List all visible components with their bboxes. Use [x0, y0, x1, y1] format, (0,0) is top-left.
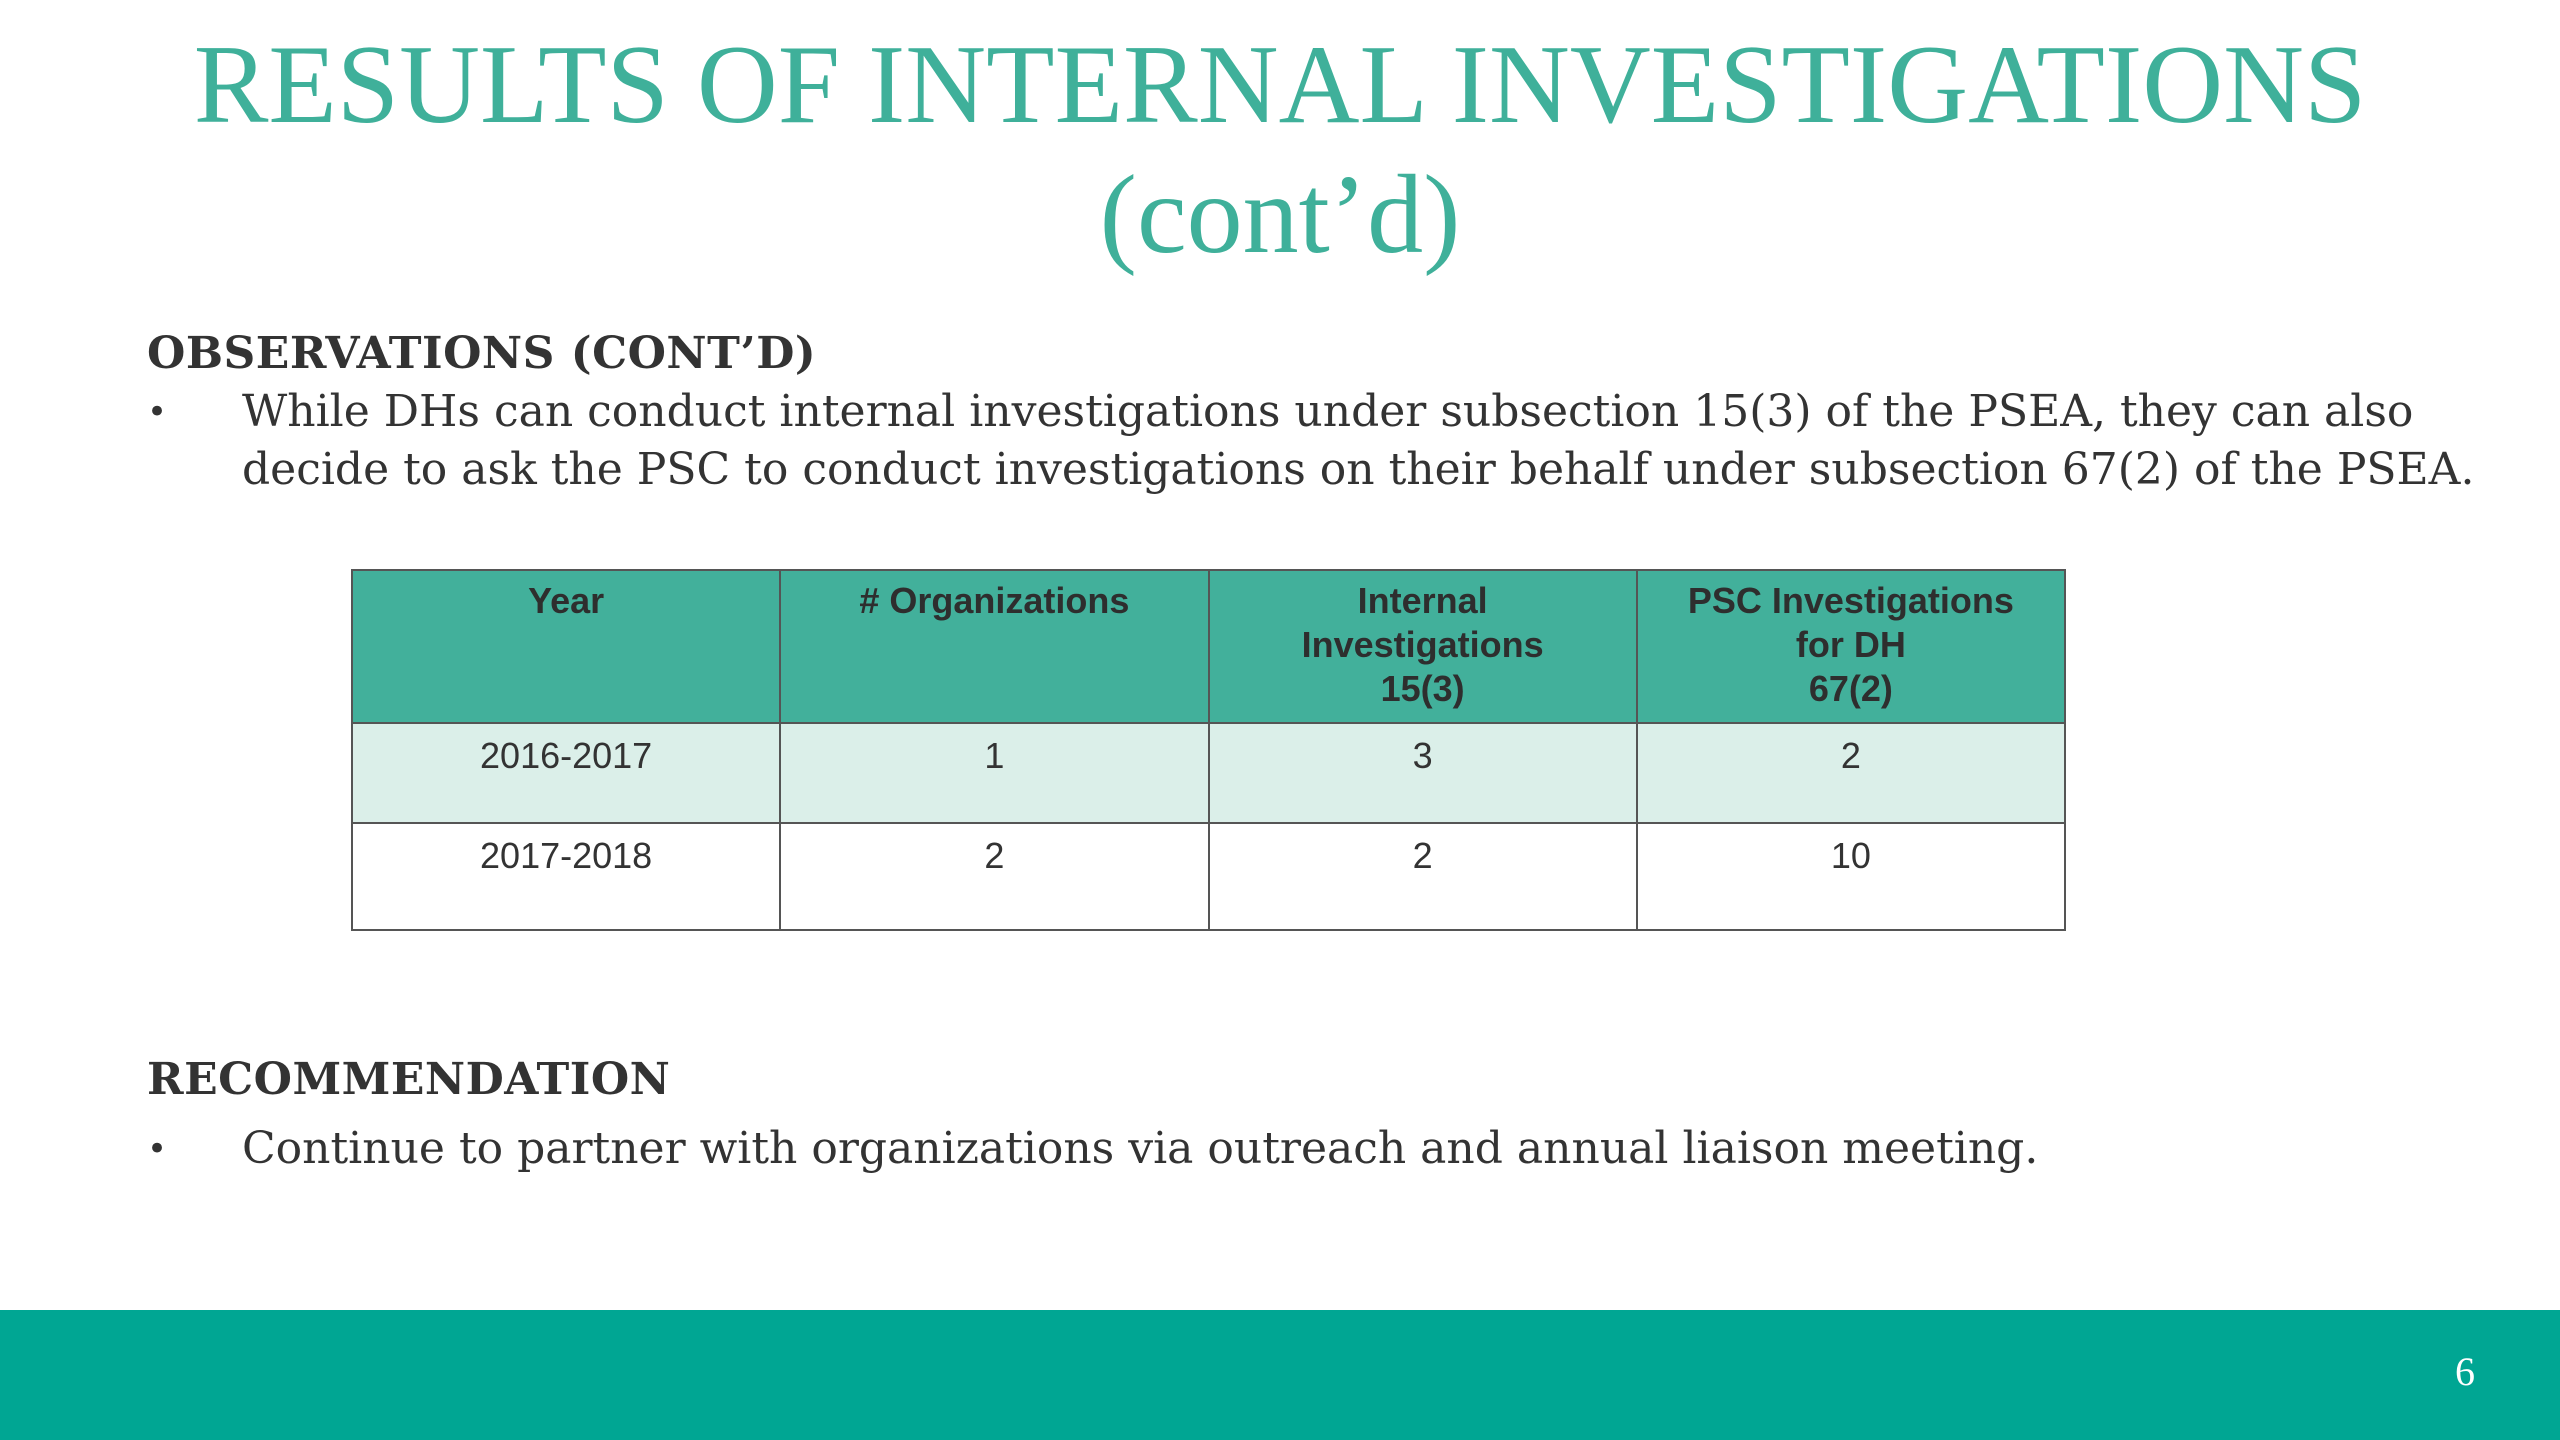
table-row	[352, 723, 2065, 823]
slide-title-line-1: RESULTS OF INTERNAL INVESTIGATIONS	[193, 23, 2367, 147]
column-header-psc-investigations	[1637, 570, 2065, 723]
column-header-organizations	[780, 570, 1208, 723]
observation-bullet-line-2: decide to ask the PSC to conduct investigations on their behalf under subsection 67(2) of the PSEA.	[242, 444, 2475, 495]
observation-bullet-text	[242, 383, 2542, 499]
footer-bar	[0, 1310, 2560, 1440]
cell-psc-investigations: 10	[1637, 823, 2065, 930]
cell-internal-investigations: 2	[1209, 823, 1637, 930]
observation-bullet-line-1: While DHs can conduct internal investigations under subsection 15(3) of the PSEA, they can also	[242, 386, 2414, 437]
cell-year: 2016-2017	[352, 723, 780, 823]
investigations-table	[351, 569, 2066, 931]
cell-year: 2017-2018	[352, 823, 780, 930]
observation-bullet	[147, 383, 2547, 503]
bullet-icon: •	[147, 392, 168, 432]
observations-heading: OBSERVATIONS (CONT’D)	[147, 328, 817, 379]
cell-organizations: 2	[780, 823, 1208, 930]
cell-psc-investigations: 2	[1637, 723, 2065, 823]
cell-organizations: 1	[780, 723, 1208, 823]
column-header-internal-line-1: Internal	[1357, 580, 1488, 621]
recommendation-bullet-text: Continue to partner with organizations via outreach and annual liaison meeting.	[242, 1123, 2039, 1174]
bullet-icon: •	[147, 1129, 168, 1169]
page-number: 6	[2455, 1349, 2475, 1394]
slide-title	[0, 20, 2560, 280]
table-row	[352, 823, 2065, 930]
recommendation-bullet	[147, 1120, 2547, 1180]
table-header-row	[352, 570, 2065, 723]
column-header-internal-investigations	[1209, 570, 1637, 723]
column-header-psc-line-3: 67(2)	[1808, 668, 1893, 709]
column-header-internal-line-2: Investigations	[1301, 624, 1544, 665]
column-header-psc-line-1: PSC Investigations	[1687, 580, 2014, 621]
column-header-internal-line-3: 15(3)	[1380, 668, 1465, 709]
cell-internal-investigations: 3	[1209, 723, 1637, 823]
column-header-year	[352, 570, 780, 723]
slide-title-line-2: (cont’d)	[1099, 153, 1461, 277]
column-header-year-text: Year	[528, 580, 605, 621]
column-header-organizations-text: # Organizations	[859, 580, 1130, 621]
recommendation-heading: RECOMMENDATION	[147, 1054, 671, 1105]
column-header-psc-line-2: for DH	[1795, 624, 1906, 665]
